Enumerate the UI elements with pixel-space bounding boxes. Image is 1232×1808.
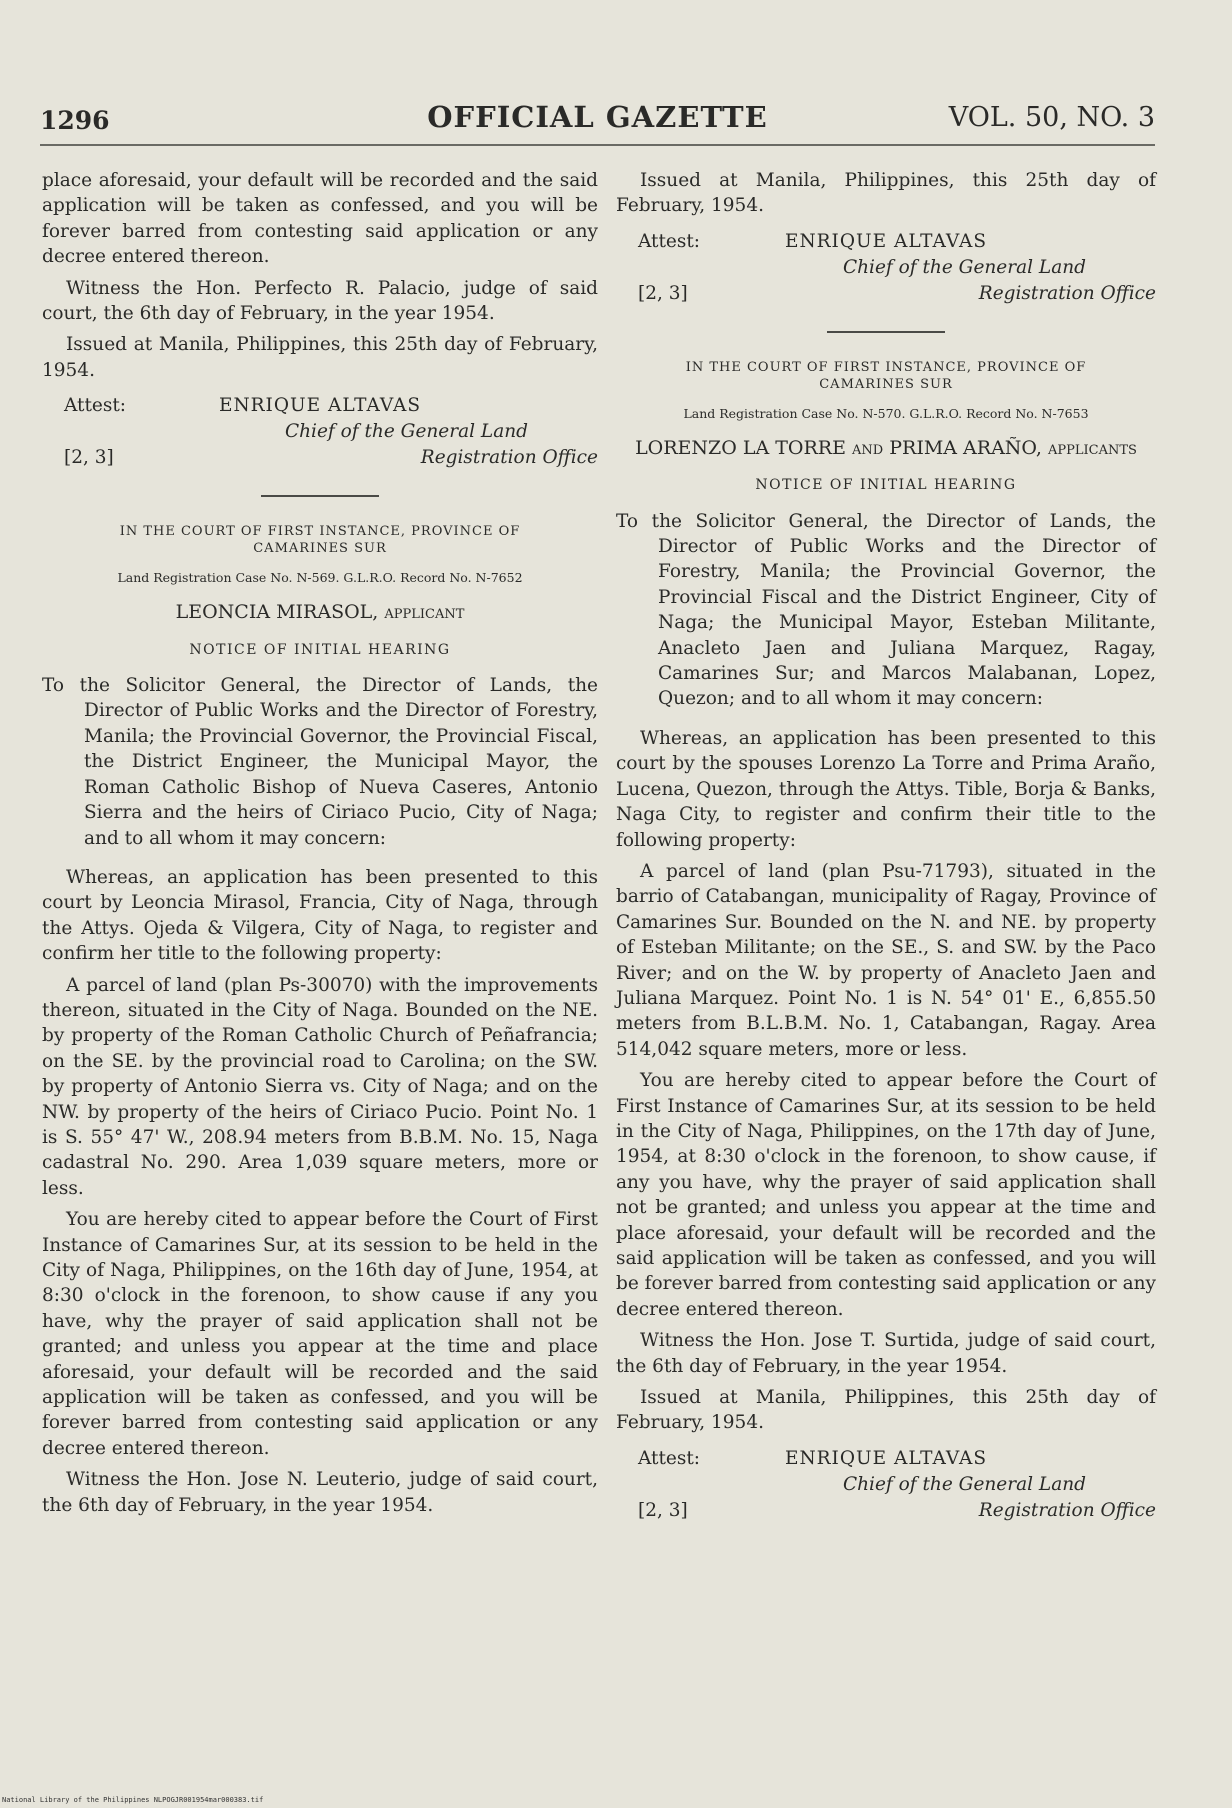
attest-label: Attest: [638,230,701,252]
court-heading: IN THE COURT OF FIRST INSTANCE, PROVINCE OF CAMARINES SUR [685,359,1087,392]
volume-number: VOL. 50, NO. 3 [948,102,1155,133]
parcel-paragraph: A parcel of land (plan Ps-30070) with the improvements thereon, situated in the City of Naga. Bounded on the NE. by property of the Roman Catholic Church of Peñafrancia; on the SE. by the provincial road to Carolina; on the SW. by property of Antonio Sierra vs. City of Naga; and on the NW. by property of the heirs of Ciriaco Pucio. Point No. 1 is S. 55° 47' W., 208.94 meters from B.B.M. No. 15, Naga cadastral No. 290. Area 1,039 square meters, more or less. [42,974,598,1199]
witness-paragraph: Witness the Hon. Jose N. Leuterio, judge of said court, the 6th day of February, in the year 1954. [42,1469,598,1516]
parcel-paragraph: A parcel of land (plan Psu-71793), situated in the barrio of Catabangan, municipality of Ragay, Province of Camarines Sur. Bounded on the N. and NE. by property of Esteban Militante; on the SE., S. and SW. by the Paco River; and on the W. by property of Anacleto Jaen and Juliana Marquez. Point No. 1 is N. 54° 01' E., 6,855.50 meters from B.L.B.M. No. 1, Catabangan, Ragay. Area 514,042 square meters, more or less. [616,860,1156,1060]
scan-footer: National Library of the Philippines NLPOGJR001954mar000383.tif [2,1796,264,1804]
cited-paragraph: You are hereby cited to appear before the Court of First Instance of Camarines Sur, at its session to be held in the City of Naga, Philippines, on the 16th day of June, 1954, at 8:30 o'clock in the forenoon, to show cause if any you have, why the prayer of said application shall not be granted; and unless you appear at the time and place aforesaid, your default will be recorded and the said application will be taken as confessed, and you will be forever barred from contesting said application or any decree entered thereon. [42,1209,598,1459]
addressees-paragraph: To the Solicitor General, the Director of Lands, the Director of Public Works and the Director of Forestry, Manila; the Provincial Governor, the Provincial Fiscal and the District Engineer, City of Naga; the Municipal Mayor, Esteban Militante, Anacleto Jaen and Juliana Marquez, Ragay, Camarines Sur; and Marcos Malabanan, Lopez, Quezon; and to all whom it may concern: [616,510,1156,710]
page-header [40,96,1155,146]
attest-block [42,393,598,473]
continued-paragraph: place aforesaid, your default will be recorded and the said application will be taken as confessed, and you will be forever barred from contesting said application or any decree entered thereon. [42,170,598,268]
attest-block [616,229,1156,309]
case-number: Land Registration Case No. N-569. G.L.R.O. Record No. N-7652 [117,570,523,586]
issue-tag: [2, 3] [638,282,688,304]
issued-paragraph: Issued at Manila, Philippines, this 25th day of February, 1954. [616,170,1156,217]
attest-label: Attest: [638,1447,701,1469]
publication-title: OFFICIAL GAZETTE [427,100,768,134]
notice-title: NOTICE OF INITIAL HEARING [755,477,1017,494]
attest-name: ENRIQUE ALTAVAS [784,230,988,252]
attest-name: ENRIQUE ALTAVAS [784,1447,988,1469]
attest-block [616,1446,1156,1526]
court-heading: IN THE COURT OF FIRST INSTANCE, PROVINCE OF CAMARINES SUR [119,524,521,557]
addressees-paragraph: To the Solicitor General, the Director of Lands, the Director of Public Works and the Director of Forestry, Manila; the Provincial Governor, the Provincial Fiscal, the District Engineer, the Municipal Mayor, the Roman Catholic Bishop of Nueva Caseres, Antonio Sierra and the heirs of Ciriaco Pucio, City of Naga; and to all whom it may concern: [42,675,598,849]
applicant-name: LORENZO LA TORRE and PRIMA ARAÑO, applicants [635,436,1137,459]
issue-tag: [2, 3] [638,1499,688,1521]
witness-paragraph: Witness the Hon. Perfecto R. Palacio, judge of said court, the 6th day of February, in the year 1954. [42,277,598,325]
notice-title: NOTICE OF INITIAL HEARING [189,641,451,658]
attest-title-line1: Chief of the General Land [842,256,1086,278]
attest-title-line1: Chief of the General Land [284,421,528,443]
whereas-paragraph: Whereas, an application has been presented to this court by Leoncia Mirasol, Francia, City of Naga, through the Attys. Ojeda & Vilgera, City of Naga, to register and confirm her title to the following property: [42,866,598,965]
attest-title-line2: Registration Office [978,282,1156,304]
issue-tag: [2, 3] [64,447,114,469]
section-divider [261,495,379,497]
case-number: Land Registration Case No. N-570. G.L.R.O. Record No. N-7653 [683,405,1089,421]
issued-paragraph: Issued at Manila, Philippines, this 25th day of February, 1954. [42,334,598,381]
attest-label: Attest: [64,395,127,417]
left-column [42,168,598,1524]
attest-name: ENRIQUE ALTAVAS [218,395,422,417]
attest-title-line2: Registration Office [420,447,598,469]
whereas-paragraph: Whereas, an application has been presented to this court by the spouses Lorenzo La Torre and Prima Araño, Lucena, Quezon, through the Attys. Tible, Borja & Banks, Naga City, to register and confirm their title to the following property: [616,727,1156,851]
witness-paragraph: Witness the Hon. Jose T. Surtida, judge of said court, the 6th day of February, in the year 1954. [616,1330,1156,1377]
applicant-name: LEONCIA MIRASOL, applicant [175,601,465,624]
section-divider [827,331,945,333]
cited-paragraph: You are hereby cited to appear before the Court of First Instance of Camarines Sur, at its session to be held in the City of Naga, Philippines, on the 17th day of June, 1954, at 8:30 o'clock in the forenoon, to show cause, if any you have, why the prayer of said application shall not be granted; and unless you appear at the time and place aforesaid, your default will be recorded and the said application will be taken as confessed, and you will be forever barred from contesting said application or any decree entered thereon. [616,1070,1156,1320]
attest-title-line2: Registration Office [978,1499,1156,1521]
attest-title-line1: Chief of the General Land [842,1473,1086,1495]
right-column [616,168,1156,1534]
issued-paragraph: Issued at Manila, Philippines, this 25th day of February, 1954. [616,1387,1156,1434]
page-number: 1296 [40,106,110,135]
